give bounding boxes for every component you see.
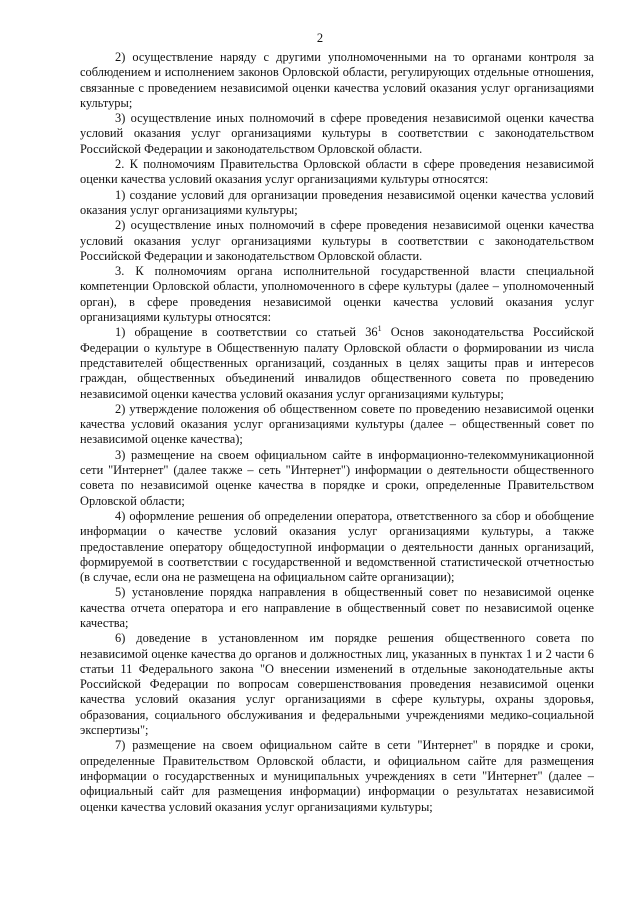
paragraph: 6) доведение в установленном им порядке решения общественного совета по независимой оценке качества до органов и должностных лиц, указанных в пунктах 1 и 2 части 6 статьи 11 Федерального закона "О внесении изменений в отдельные законодательные акты Российской Федерации по вопросам совершенствования проведения независимой оценки качества условий оказания услуг организациями в сфере культуры, охраны здоровья, образования, социального обслуживания и федеральными учреждениями медико-социальной экспертизы"; [80,631,594,738]
paragraph-text-start: 1) обращение в соответствии со статьей 36 [115,325,378,340]
paragraph: 5) установление порядка направления в общественный совет по независимой оценке качества отчета оператора и его направление в общественный совет по независимой оценке качества; [80,585,594,630]
paragraph: 2) осуществление наряду с другими уполномоченными на то органами контроля за соблюдением и исполнением законов Орловской области, регулирующих отдельные отношения, связанные с проведением независимой оценки качества условий оказания услуг организациями культуры; [80,50,594,110]
paragraph: 2. К полномочиям Правительства Орловской области в сфере проведения независимой оценки качества условий оказания услуг организациями культуры относятся: [80,157,594,187]
paragraph: 7) размещение на своем официальном сайте в сети "Интернет" в порядке и сроки, определенные Правительством Орловской области, и официальном сайте для размещения информации о государственных и муниципальных учреждениях в сети "Интернет" (далее – официальный сайт для размещения информации) информации о результатах независимой оценки качества условий оказания услуг организациями культуры; [80,738,594,814]
paragraph: 1) создание условий для организации проведения независимой оценки качества условий оказания услуг организациями культуры; [80,187,594,217]
paragraph: 2) утверждение положения об общественном совете по проведению независимой оценки качества условий оказания услуг организациями культуры (далее – общественный совет по независимой оценке качества); [80,401,594,447]
paragraph: 3) размещение на своем официальном сайте в информационно-телекоммуникационной сети "Интернет" (далее также – сеть "Интернет") информации о деятельности общественного совета по независимой оценке качества в порядке и сроки, определенные Правительством Орловской области; [80,447,594,508]
paragraph: 3. К полномочиям органа исполнительной государственной власти специальной компетенции Орловской области, уполномоченного в сфере культуры (далее – уполномоченный орган), в сфере проведения независимой оценки качества условий оказания услуг организациями культуры относятся: [80,264,594,325]
paragraph-text-end: Основ законодательства Российской Федерации о культуре в Общественную палату Орловской области о формировании из числа представителей общественных организаций, созданных в целях защиты прав и интересов граждан, общественных объединений инвалидов общественного совета по проведению независимой оценки качества условий оказания услуг организациями культуры; [80,325,595,401]
superscript: 1 [377,324,382,334]
paragraph: 4) оформление решения об определении оператора, ответственного за сбор и обобщение информации о качестве условий оказания услуг организациями культуры, а также предоставление оператору общедоступной информации о деятельности данных организаций, формируемой в соответствии с государственной и ведомственной статистической отчетностью (в случае, если она не размещена на официальном сайте организации); [80,508,594,585]
paragraph: 2) осуществление иных полномочий в сфере проведения независимой оценки качества условий оказания услуг организациями культуры в соответствии с законодательством Российской Федерации и законодательством Орловской области. [80,218,594,263]
document-body [80,50,594,815]
paragraph-article-36-1 [80,325,594,401]
paragraph: 3) осуществление иных полномочий в сфере проведения независимой оценки качества условий оказания услуг организациями культуры в соответствии с законодательством Российской Федерации и законодательством Орловской области. [80,111,594,156]
page-number: 2 [316,31,324,45]
